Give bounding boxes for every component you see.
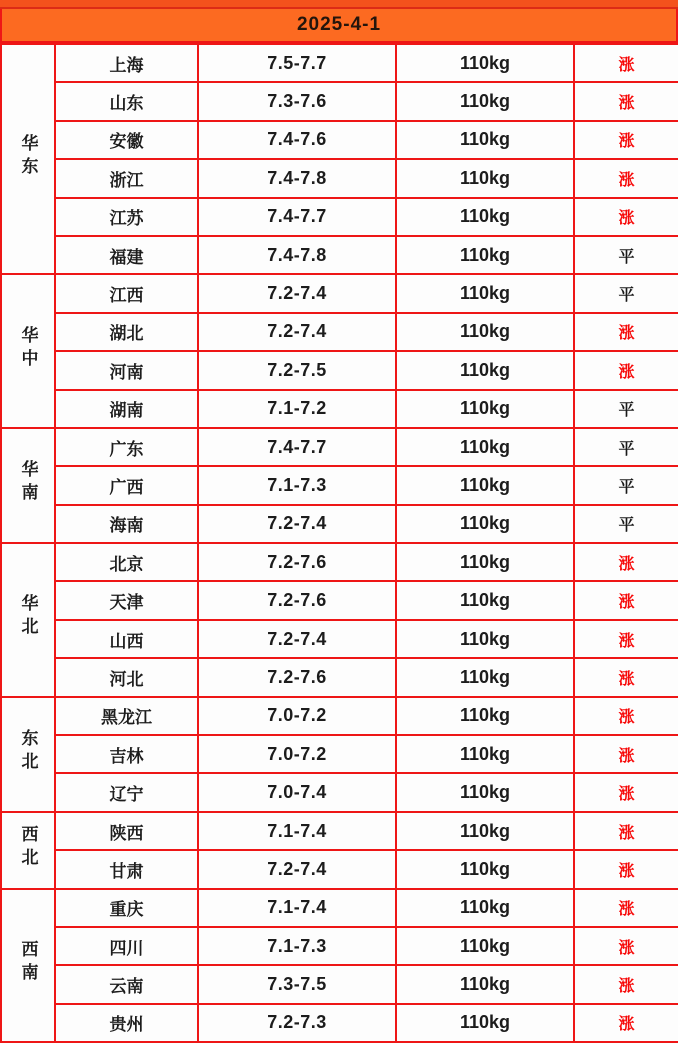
price-cell: 7.2-7.3 bbox=[198, 1004, 396, 1042]
table-row bbox=[1, 581, 678, 619]
trend-cell: 涨 bbox=[574, 198, 678, 236]
weight-cell: 110kg bbox=[396, 505, 574, 543]
trend-cell: 涨 bbox=[574, 850, 678, 888]
weight-cell: 110kg bbox=[396, 351, 574, 389]
trend-cell: 涨 bbox=[574, 620, 678, 658]
province-cell: 安徽 bbox=[55, 121, 198, 159]
price-cell: 7.4-7.8 bbox=[198, 159, 396, 197]
table-row bbox=[1, 735, 678, 773]
weight-cell: 110kg bbox=[396, 543, 574, 581]
province-cell: 吉林 bbox=[55, 735, 198, 773]
table-row bbox=[1, 198, 678, 236]
province-cell: 浙江 bbox=[55, 159, 198, 197]
province-cell: 广西 bbox=[55, 466, 198, 504]
table-row bbox=[1, 428, 678, 466]
weight-cell: 110kg bbox=[396, 466, 574, 504]
region-cell bbox=[1, 812, 55, 889]
table-row bbox=[1, 927, 678, 965]
table-row bbox=[1, 159, 678, 197]
table-row bbox=[1, 812, 678, 850]
weight-cell: 110kg bbox=[396, 965, 574, 1003]
price-cell: 7.1-7.4 bbox=[198, 812, 396, 850]
weight-cell: 110kg bbox=[396, 428, 574, 466]
trend-cell: 平 bbox=[574, 390, 678, 428]
province-cell: 甘肃 bbox=[55, 850, 198, 888]
trend-cell: 涨 bbox=[574, 121, 678, 159]
region-label: 东北 bbox=[18, 728, 38, 775]
trend-cell: 涨 bbox=[574, 44, 678, 82]
province-cell: 贵州 bbox=[55, 1004, 198, 1042]
trend-cell: 平 bbox=[574, 505, 678, 543]
table-row bbox=[1, 773, 678, 811]
province-cell: 重庆 bbox=[55, 889, 198, 927]
price-cell: 7.3-7.5 bbox=[198, 965, 396, 1003]
price-cell: 7.4-7.8 bbox=[198, 236, 396, 274]
price-cell: 7.1-7.4 bbox=[198, 889, 396, 927]
table-row bbox=[1, 44, 678, 82]
table-row bbox=[1, 390, 678, 428]
region-cell bbox=[1, 543, 55, 697]
price-cell: 7.0-7.2 bbox=[198, 735, 396, 773]
province-cell: 天津 bbox=[55, 581, 198, 619]
region-cell bbox=[1, 274, 55, 428]
table-row bbox=[1, 658, 678, 696]
weight-cell: 110kg bbox=[396, 927, 574, 965]
weight-cell: 110kg bbox=[396, 620, 574, 658]
trend-cell: 涨 bbox=[574, 773, 678, 811]
date-text: 2025-4-1 bbox=[296, 14, 382, 35]
trend-cell: 涨 bbox=[574, 351, 678, 389]
price-cell: 7.2-7.6 bbox=[198, 581, 396, 619]
table-row bbox=[1, 82, 678, 120]
region-cell bbox=[1, 697, 55, 812]
region-cell bbox=[1, 889, 55, 1043]
province-cell: 陕西 bbox=[55, 812, 198, 850]
price-cell: 7.2-7.6 bbox=[198, 658, 396, 696]
price-cell: 7.2-7.5 bbox=[198, 351, 396, 389]
trend-cell: 平 bbox=[574, 236, 678, 274]
weight-cell: 110kg bbox=[396, 198, 574, 236]
weight-cell: 110kg bbox=[396, 735, 574, 773]
weight-cell: 110kg bbox=[396, 236, 574, 274]
trend-cell: 涨 bbox=[574, 658, 678, 696]
province-cell: 河南 bbox=[55, 351, 198, 389]
province-cell: 江苏 bbox=[55, 198, 198, 236]
province-cell: 辽宁 bbox=[55, 773, 198, 811]
weight-cell: 110kg bbox=[396, 773, 574, 811]
trend-cell: 涨 bbox=[574, 965, 678, 1003]
region-label: 西北 bbox=[18, 824, 38, 871]
weight-cell: 110kg bbox=[396, 274, 574, 312]
province-cell: 黑龙江 bbox=[55, 697, 198, 735]
table-body bbox=[1, 44, 678, 1042]
trend-cell: 涨 bbox=[574, 889, 678, 927]
trend-cell: 涨 bbox=[574, 82, 678, 120]
table-row bbox=[1, 351, 678, 389]
table-row bbox=[1, 505, 678, 543]
trend-cell: 涨 bbox=[574, 159, 678, 197]
trend-cell: 涨 bbox=[574, 1004, 678, 1042]
table-row bbox=[1, 274, 678, 312]
weight-cell: 110kg bbox=[396, 1004, 574, 1042]
price-cell: 7.2-7.4 bbox=[198, 274, 396, 312]
weight-cell: 110kg bbox=[396, 121, 574, 159]
price-cell: 7.1-7.2 bbox=[198, 390, 396, 428]
region-label: 华南 bbox=[18, 459, 38, 506]
province-cell: 山西 bbox=[55, 620, 198, 658]
date-header bbox=[0, 9, 678, 43]
price-cell: 7.1-7.3 bbox=[198, 927, 396, 965]
weight-cell: 110kg bbox=[396, 658, 574, 696]
weight-cell: 110kg bbox=[396, 44, 574, 82]
trend-cell: 涨 bbox=[574, 697, 678, 735]
weight-cell: 110kg bbox=[396, 313, 574, 351]
price-cell: 7.2-7.4 bbox=[198, 505, 396, 543]
province-cell: 山东 bbox=[55, 82, 198, 120]
table-row bbox=[1, 121, 678, 159]
table-row bbox=[1, 236, 678, 274]
price-cell: 7.2-7.6 bbox=[198, 543, 396, 581]
province-cell: 四川 bbox=[55, 927, 198, 965]
province-cell: 北京 bbox=[55, 543, 198, 581]
table-row bbox=[1, 543, 678, 581]
price-cell: 7.2-7.4 bbox=[198, 620, 396, 658]
weight-cell: 110kg bbox=[396, 159, 574, 197]
province-cell: 河北 bbox=[55, 658, 198, 696]
top-strip bbox=[0, 0, 678, 9]
weight-cell: 110kg bbox=[396, 889, 574, 927]
weight-cell: 110kg bbox=[396, 812, 574, 850]
province-cell: 福建 bbox=[55, 236, 198, 274]
table-row bbox=[1, 697, 678, 735]
province-cell: 云南 bbox=[55, 965, 198, 1003]
weight-cell: 110kg bbox=[396, 581, 574, 619]
price-cell: 7.0-7.2 bbox=[198, 697, 396, 735]
province-cell: 江西 bbox=[55, 274, 198, 312]
table-row bbox=[1, 1004, 678, 1042]
price-cell: 7.3-7.6 bbox=[198, 82, 396, 120]
trend-cell: 涨 bbox=[574, 927, 678, 965]
table-row bbox=[1, 850, 678, 888]
price-cell: 7.4-7.7 bbox=[198, 428, 396, 466]
price-cell: 7.5-7.7 bbox=[198, 44, 396, 82]
pig-price-table bbox=[0, 43, 678, 1043]
province-cell: 湖北 bbox=[55, 313, 198, 351]
province-cell: 上海 bbox=[55, 44, 198, 82]
weight-cell: 110kg bbox=[396, 82, 574, 120]
region-label: 华东 bbox=[18, 133, 38, 180]
weight-cell: 110kg bbox=[396, 390, 574, 428]
region-label: 华中 bbox=[18, 325, 38, 372]
trend-cell: 平 bbox=[574, 466, 678, 504]
region-label: 西南 bbox=[18, 939, 38, 986]
trend-cell: 涨 bbox=[574, 543, 678, 581]
price-cell: 7.4-7.7 bbox=[198, 198, 396, 236]
province-cell: 海南 bbox=[55, 505, 198, 543]
region-cell bbox=[1, 428, 55, 543]
trend-cell: 涨 bbox=[574, 581, 678, 619]
weight-cell: 110kg bbox=[396, 850, 574, 888]
table-row bbox=[1, 466, 678, 504]
price-cell: 7.2-7.4 bbox=[198, 850, 396, 888]
price-cell: 7.2-7.4 bbox=[198, 313, 396, 351]
table-row bbox=[1, 620, 678, 658]
trend-cell: 涨 bbox=[574, 313, 678, 351]
trend-cell: 涨 bbox=[574, 735, 678, 773]
table-row bbox=[1, 313, 678, 351]
trend-cell: 平 bbox=[574, 274, 678, 312]
price-cell: 7.1-7.3 bbox=[198, 466, 396, 504]
province-cell: 广东 bbox=[55, 428, 198, 466]
region-cell bbox=[1, 44, 55, 274]
province-cell: 湖南 bbox=[55, 390, 198, 428]
table-row bbox=[1, 965, 678, 1003]
table-row bbox=[1, 889, 678, 927]
weight-cell: 110kg bbox=[396, 697, 574, 735]
trend-cell: 涨 bbox=[574, 812, 678, 850]
region-label: 华北 bbox=[18, 594, 38, 641]
price-cell: 7.0-7.4 bbox=[198, 773, 396, 811]
price-cell: 7.4-7.6 bbox=[198, 121, 396, 159]
trend-cell: 平 bbox=[574, 428, 678, 466]
